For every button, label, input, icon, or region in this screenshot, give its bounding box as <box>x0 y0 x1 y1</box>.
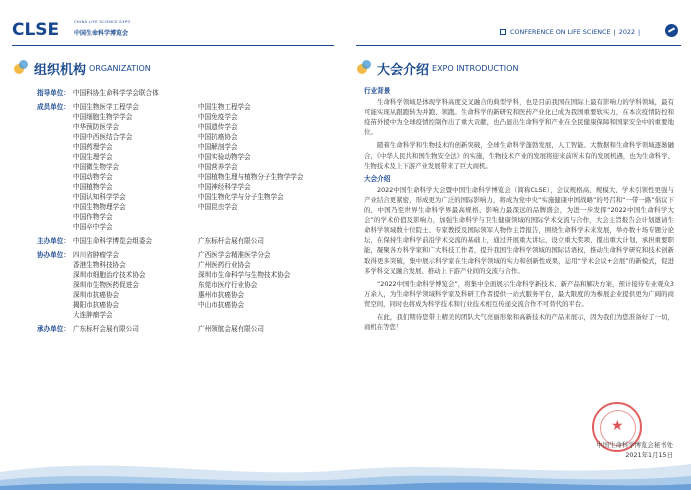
square-icon <box>500 29 506 35</box>
org-row <box>37 324 337 334</box>
org-name: 中国作物学会 <box>73 213 113 221</box>
org-name: 中国免疫学会 <box>198 113 238 121</box>
org-name: 中国药理学会 <box>73 143 113 151</box>
header-rule-right <box>356 45 681 46</box>
paragraph: 在此，我们期待您带上精美的团队大气亮丽形象和高新技术的产品来展示，因为我们为您准备好了一切，商机在等您！ <box>364 312 674 332</box>
subsection-heading: 大会介绍 <box>364 174 391 183</box>
organization-list <box>37 88 337 334</box>
org-name: 中国认知科学学会 <box>73 193 126 201</box>
paragraph: “2022中国生命科学博览会”，将集中全面展示生命科学新技术、新产品和解决方案，预计接待专业观众3万余人，为生命科学领域科学家及科研工作者提供一站式服务平台，最大限度的为参展企业提供更为广阔的商贸空间，同时也将成为科学技术和行业技术相互传递交流合作不可替代的平台。 <box>364 279 674 308</box>
org-name: 中华预防医学会 <box>73 123 120 131</box>
org-role-label: 承办单位： <box>37 325 70 333</box>
org-row <box>37 236 337 246</box>
org-name: 中国实验动物学会 <box>198 153 251 161</box>
section-title-organization <box>34 58 151 82</box>
org-column <box>73 250 198 320</box>
org-role-label: 成员单位： <box>37 103 70 111</box>
bubble-deco-icon <box>14 60 30 74</box>
org-name: 中国抗癌协会 <box>198 133 238 141</box>
org-columns <box>73 88 337 98</box>
org-columns <box>73 236 337 246</box>
org-column <box>198 324 323 334</box>
org-name: 中国生物工程学会 <box>198 103 251 111</box>
org-name: 深圳市生物医药促进会 <box>73 281 139 289</box>
org-role-label: 主办单位： <box>37 237 70 245</box>
org-role-label: 指导单位： <box>37 89 70 97</box>
org-name: 中国生物物理学会 <box>73 203 126 211</box>
bubble-deco-icon <box>357 60 373 74</box>
paragraph: 生命科学领域是体现学科高度交叉融合的典型学科，也是目前我国在国际上最有影响力的学科领域，最有可能实现从跟跑转为并跑、领跑。生命科学的新研究和医药产业化已成为我国重要软实力，在本次疫情防控和疫苗外援中为全球疫情控制作出了重大贡献，也凸显出生命科学和产业在全民健康保障和国家安全中的重要地位。 <box>364 98 674 137</box>
logo-subtitle-cn: 中国生命科学博览会 <box>74 30 129 37</box>
org-name: 揭阳市抗癌协会 <box>73 301 120 309</box>
org-name: 中国生命科学博览会组委会 <box>73 237 153 245</box>
logo-subtitle-en: CHINA LIFE SCIENCE EXPO <box>74 20 131 24</box>
org-name: 香港生物科技协会 <box>73 261 126 269</box>
org-name: 四川省肿瘤学会 <box>73 251 120 259</box>
org-name: 广东标杆会展有限公司 <box>198 237 264 245</box>
org-role-label: 协办单位： <box>37 251 70 259</box>
org-name: 中国植物生理与植物分子生物学学会 <box>198 173 304 181</box>
org-name: 广东标杆会展有限公司 <box>73 325 139 333</box>
org-row <box>37 250 337 320</box>
org-name: 大连肿瘤学会 <box>73 311 113 319</box>
globe-badge-icon <box>665 24 678 37</box>
org-name: 中国遗传学会 <box>198 123 238 131</box>
subsection-heading: 行业背景 <box>364 87 391 95</box>
org-name: 中国生理学会 <box>73 153 113 161</box>
org-columns <box>73 250 337 320</box>
section-title-introduction <box>377 58 518 82</box>
org-name: 中国生物化学与分子生物学会 <box>198 193 284 201</box>
section-title-en: EXPO INTRODUCTION <box>432 64 519 73</box>
org-name: 中国微生物学会 <box>73 163 120 171</box>
org-name: 中国解剖学会 <box>198 143 238 151</box>
org-column <box>198 250 323 320</box>
org-column <box>73 88 333 98</box>
org-name: 中国中西医结合学会 <box>73 133 133 141</box>
org-name: 深圳市生命科学与生物技术协会 <box>198 271 291 279</box>
org-column <box>73 324 198 334</box>
conference-year: 2022 <box>618 28 636 36</box>
org-name: 东莞市医疗行业协会 <box>198 281 258 289</box>
introduction-text <box>364 86 674 335</box>
org-name: 中国科协生命科学学会联合体 <box>73 89 159 97</box>
org-name: 中国动物学会 <box>73 173 113 181</box>
org-name: 中山市抗癌协会 <box>198 301 245 309</box>
section-title-cn: 大会介绍 <box>377 63 430 78</box>
org-name: 中国营养学会 <box>198 163 238 171</box>
org-column <box>73 236 198 246</box>
logo-wordmark: CLSE <box>12 20 60 40</box>
org-name: 广西医学会精准医学分会 <box>198 251 271 259</box>
separator: | <box>636 28 641 36</box>
signature-date: 2021年1月15日 <box>625 451 673 459</box>
org-columns <box>73 324 337 334</box>
paragraph: 2022中国生命科学大会暨中国生命科学博览会（简称CLSE），会议规格高、规模大、学术引领性更强与产业结合更紧密，形成更为广泛的国际影响力，将成为党中央“实施健康中国战略”的号召和“一带一路”倡议下的，中国乃至世界生命科学界最高规格、影响力最深远的品牌盛会，为进一步发挥“2022中国生命科学大会”的学术价值及影响力，加强生命科学与卫生健康领域的国际学术交流与合作，大会主旨报告会计划邀请生命科学领域数十位院士、专家教授及国际领军人物作主旨报告，围绕生命科学未来发展，举办数十场专题分论坛，在保持生命科学前沿学术交流的基础上，通过开展重大讲坛、设立重大奖项、揽出重大计划、承担重要职能，凝聚各方科学家和广大科技工作者，提升我国生命科学领域的国际话语权，推动生命科学研究和技术创新取得更多突破，集中展示科学家在生命科学领域的实力和创新性成果，运用“学术会议+会展”的新模式，促进多学科交叉融合发展、推动上下游产业间的交流与合作。 <box>364 185 674 275</box>
org-name: 中国卒中学会 <box>73 223 113 231</box>
org-name: 中国植物学会 <box>73 183 113 191</box>
org-row <box>37 102 337 232</box>
org-row <box>37 88 337 98</box>
org-name: 中国昆虫学会 <box>198 203 238 211</box>
org-name: 中国细胞生物学学会 <box>73 113 133 121</box>
org-column <box>198 236 323 246</box>
org-name: 深圳市抗癌协会 <box>73 291 120 299</box>
footer-wave-decoration <box>0 450 691 490</box>
org-name: 中国神经科学学会 <box>198 183 251 191</box>
section-title-en: ORGANIZATION <box>89 64 151 73</box>
org-column <box>198 102 323 232</box>
org-name: 广州领航会展有限公司 <box>198 325 264 333</box>
org-name: 深圳市细胞治疗技术协会 <box>73 271 146 279</box>
org-name: 中国生物医学工程学会 <box>73 103 139 111</box>
signature-org: 中国生命科学博览会秘书处 <box>596 441 673 449</box>
header-rule-left <box>12 45 334 46</box>
section-title-cn: 组织机构 <box>34 63 87 78</box>
conference-name: CONFERENCE ON LIFE SCIENCE <box>510 28 611 36</box>
separator: | <box>611 28 618 36</box>
paragraph: 随着生命科学和生物技术的创新突破，全球生命科学蓬勃发展，人工智能、大数据和生命科学领域逐渐融合，《中华人民共和国生物安全法》的实施，生物技术产业的发展将迎来前所未有的发展机遇，也为生命科学、生物技术及上下游产业发展带来了巨大商机。 <box>364 141 674 170</box>
org-columns <box>73 102 337 232</box>
org-name: 惠州市抗癌协会 <box>198 291 245 299</box>
conference-banner <box>500 28 680 38</box>
org-column <box>73 102 198 232</box>
org-name: 广州医药行业协会 <box>198 261 251 269</box>
